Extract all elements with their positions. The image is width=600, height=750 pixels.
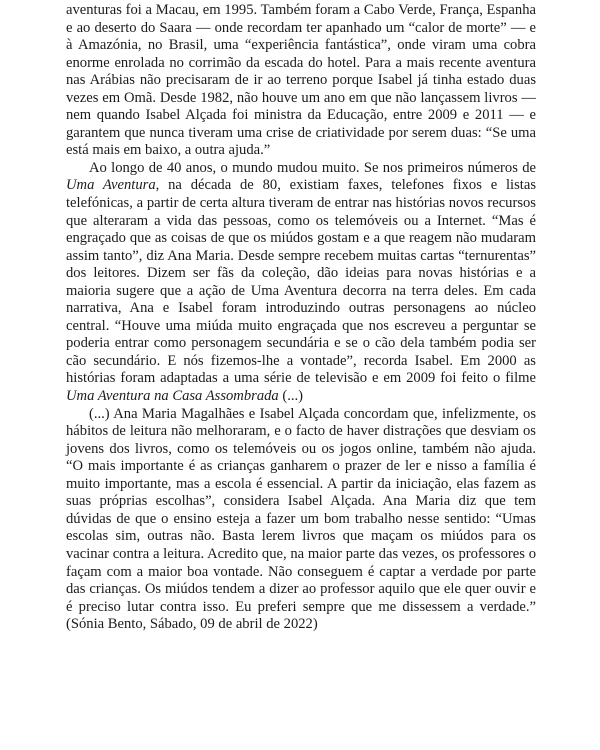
italic-title-text: Uma Aventura na Casa Assombrada — [66, 388, 279, 405]
paragraph-text: Ao longo de 40 anos, o mundo mudou muito. Se nos primeiros números de — [89, 159, 536, 176]
italic-title-text: Uma Aventura — [66, 177, 156, 194]
article-paragraph-2 — [66, 160, 536, 406]
article-body — [66, 2, 536, 634]
paragraph-text: aventuras foi a Macau, em 1995. Também foram a Cabo Verde, França, Espanha e ao deserto do Saara — onde recordam ter apanhado um “calor de morte” — e à Amazónia, no Brasil, uma “experiência fantástica”, onde viram uma cobra enorme enrolada no corrimão da escada do hotel. Para a mais recente aventura nas Arábias não precisaram de ir ao terreno porque Isabel já tinha estado duas vezes em Omã. Desde 1982, não houve um ano em que não lançassem livros — nem quando Isabel Alçada foi ministra da Educação, entre 2009 e 2011 — e garantem que nunca tiveram uma crise de criatividade por serem duas: “Se uma está mais em baixo, a outra ajuda.” — [66, 2, 536, 159]
paragraph-text: (...) Ana Maria Magalhães e Isabel Alçada concordam que, infelizmente, os hábitos de leitura não melhoraram, e o facto de haver distrações que desviam os jovens dos livros, como os telemóveis ou os jogos online, também não ajuda. “O mais importante é as crianças ganharem o prazer de ler e nisso a família é muito importante, mas a escola é essencial. A partir da iniciação, elas fazem as suas próprias escolhas”, considera Isabel Alçada. Ana Maria diz que tem dúvidas de que o ensino esteja a fazer um bom trabalho nesse sentido: “Umas escolas sim, outras não. Basta lerem livros que maçam os miúdos para os vacinar contra a leitura. Acredito que, na maior parte das vezes, os professores o façam com a maior boa vontade. Não conseguem é captar a verdade por parte das crianças. Os miúdos tendem a dizer ao professor aquilo que ele quer ouvir e é preciso lutar contra isso. Eu preferi sempre que me dissessem a verdade.” (Sónia Bento, Sábado, 09 de abril de 2022) — [66, 405, 536, 633]
paragraph-text: (...) — [278, 388, 304, 405]
article-paragraph-3 — [66, 406, 536, 634]
article-paragraph-1 — [66, 2, 536, 160]
paragraph-text: , na década de 80, existiam faxes, telefones fixos e listas telefónicas, a partir de certa altura tiveram de entrar nas histórias novos recursos que alteraram a vida das pessoas, como os telemóveis ou a Internet. “Mas é engraçado que as coisas de que os miúdos gostam e a que reagem não mudaram assim tanto”, diz Ana Maria. Desde sempre recebem muitas cartas “ternurentas” dos leitores. Dizem ser fãs da coleção, dão ideias para novas histórias e a maioria sugere que a ação de Uma Aventura decorra na terra deles. Em cada narrativa, Ana e Isabel foram introduzindo outras personagens ao núcleo central. “Houve uma miúda muito engraçada que nos escreveu a perguntar se poderia entrar como personagem secundária e se o cão dela também podia ser cão secundário. E nós fizemos-lhe a vontade”, recorda Isabel. Em 2000 as histórias foram adaptadas a uma série de televisão e em 2009 foi feito o filme — [66, 177, 536, 387]
